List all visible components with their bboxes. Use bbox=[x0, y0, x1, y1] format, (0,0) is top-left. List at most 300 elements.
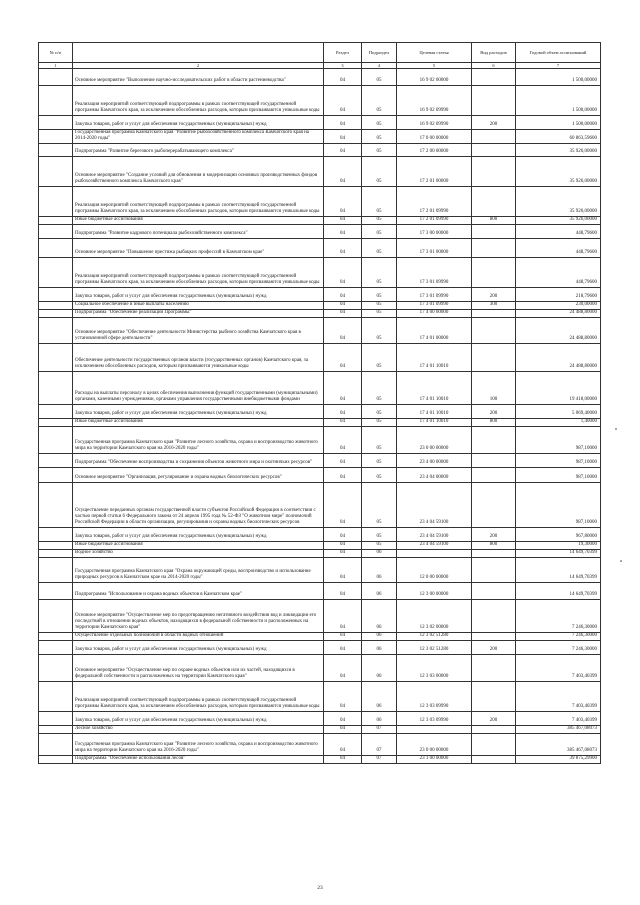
row-name-cell: Основное мероприятие "Обеспечение деятельности Министерства рыбного хозяйства Камчатского края в установленной сфере деятельности" bbox=[73, 318, 324, 344]
row-section-cell: 04 bbox=[324, 310, 362, 318]
table-row bbox=[39, 217, 601, 225]
row-section-cell: 04 bbox=[324, 558, 362, 583]
row-target-article-cell: 12 3 02 51280 bbox=[397, 641, 472, 655]
table-body bbox=[39, 69, 601, 764]
table-row bbox=[39, 427, 601, 454]
row-target-article-cell: 12 3 00 00000 bbox=[397, 583, 472, 600]
row-subsection-cell: 05 bbox=[362, 225, 397, 239]
table-row bbox=[39, 558, 601, 583]
header-subsection: Подраздел bbox=[362, 43, 397, 63]
row-expense-type-cell bbox=[472, 239, 516, 258]
budget-table-sheet bbox=[38, 42, 600, 764]
row-subsection-cell: 06 bbox=[362, 633, 397, 641]
row-section-cell: 04 bbox=[324, 69, 362, 86]
row-number-cell bbox=[39, 454, 73, 468]
row-amount-cell: 5 069,40000 bbox=[516, 405, 601, 419]
row-subsection-cell: 07 bbox=[362, 726, 397, 734]
row-target-article-cell: 17 2 01 09990 bbox=[397, 187, 472, 217]
row-subsection-cell: 06 bbox=[362, 712, 397, 726]
row-expense-type-cell bbox=[472, 225, 516, 239]
row-number-cell bbox=[39, 310, 73, 318]
row-name-cell: Основное мероприятие "Создание условий для обновления и модернизации основных производственных фондов рыбохозяйственного комплекса Камчатского края" bbox=[73, 157, 324, 187]
row-subsection-cell: 06 bbox=[362, 682, 397, 712]
row-section-cell: 04 bbox=[324, 633, 362, 641]
row-name-cell: Лесное хозяйство bbox=[73, 726, 324, 734]
row-target-article-cell: 23 4 04 59100 bbox=[397, 528, 472, 542]
row-section-cell: 04 bbox=[324, 405, 362, 419]
table-row bbox=[39, 419, 601, 427]
table-row bbox=[39, 116, 601, 130]
row-name-cell: Реализация мероприятий соответствующей подпрограммы в рамках соответствующей государственной программы Камчатского края, за исключением обособленных расходов, которым присваиваются уникальные коды bbox=[73, 187, 324, 217]
header-number: № п/п bbox=[39, 43, 73, 63]
row-name-cell: Реализация мероприятий соответствующей подпрограммы в рамках соответствующей государственной программы Камчатского края, за исключением обособленных расходов, которым присваиваются уникальные коды bbox=[73, 258, 324, 288]
row-number-cell bbox=[39, 633, 73, 641]
row-subsection-cell: 06 bbox=[362, 558, 397, 583]
row-target-article-cell: 16 9 02 00000 bbox=[397, 69, 472, 86]
row-target-article-cell: 16 9 02 09990 bbox=[397, 86, 472, 116]
row-section-cell: 04 bbox=[324, 712, 362, 726]
row-amount-cell: 35 926,00000 bbox=[516, 157, 601, 187]
row-target-article-cell: 17 4 01 10010 bbox=[397, 372, 472, 405]
table-row bbox=[39, 468, 601, 483]
table-row bbox=[39, 550, 601, 558]
row-expense-type-cell bbox=[472, 144, 516, 157]
row-expense-type-cell bbox=[472, 310, 516, 318]
row-subsection-cell: 05 bbox=[362, 116, 397, 130]
table-row bbox=[39, 641, 601, 655]
row-amount-cell: 1,40000 bbox=[516, 419, 601, 427]
row-expense-type-cell bbox=[472, 318, 516, 344]
row-number-cell bbox=[39, 225, 73, 239]
row-target-article-cell: 12 3 03 09990 bbox=[397, 682, 472, 712]
table-row bbox=[39, 726, 601, 734]
row-target-article-cell bbox=[397, 550, 472, 558]
row-section-cell: 04 bbox=[324, 239, 362, 258]
scan-speck bbox=[615, 428, 617, 430]
row-expense-type-cell bbox=[472, 86, 516, 116]
row-number-cell bbox=[39, 318, 73, 344]
row-number-cell bbox=[39, 116, 73, 130]
row-expense-type-cell bbox=[472, 583, 516, 600]
table-row bbox=[39, 344, 601, 372]
row-number-cell bbox=[39, 130, 73, 144]
row-expense-type-cell bbox=[472, 726, 516, 734]
row-name-cell: Основное мероприятие "Осуществление мер по предотвращению негативного воздействия вод и ликвидации его последствий в отношении водных объектов, находящихся в федеральной собственности и расположенных на территории Камчатского края" bbox=[73, 600, 324, 633]
row-number-cell bbox=[39, 419, 73, 427]
row-target-article-cell: 12 3 02 51280 bbox=[397, 633, 472, 641]
row-section-cell: 04 bbox=[324, 726, 362, 734]
row-amount-cell: 987,10000 bbox=[516, 454, 601, 468]
row-name-cell: Реализация мероприятий соответствующей подпрограммы в рамках соответствующей государственной программы Камчатского края, за исключением обособленных расходов, которым присваиваются уникальные коды bbox=[73, 86, 324, 116]
row-name-cell: Закупка товаров, работ и услуг для обеспечения государственных (муниципальных) нужд bbox=[73, 641, 324, 655]
row-number-cell bbox=[39, 157, 73, 187]
row-number-cell bbox=[39, 542, 73, 550]
row-amount-cell: 7 403,40399 bbox=[516, 655, 601, 682]
row-target-article-cell: 17 2 00 00000 bbox=[397, 144, 472, 157]
row-target-article-cell: 23 4 00 00000 bbox=[397, 454, 472, 468]
col-number: 4 bbox=[362, 63, 397, 69]
row-target-article-cell: 17 2 01 09990 bbox=[397, 217, 472, 225]
row-amount-cell: 7 246,30000 bbox=[516, 633, 601, 641]
row-expense-type-cell: 800 bbox=[472, 217, 516, 225]
row-amount-cell: 218,79600 bbox=[516, 288, 601, 302]
row-number-cell bbox=[39, 288, 73, 302]
row-name-cell: Подпрограмма "Развитие берегового рыбоперерабатывающего комплекса" bbox=[73, 144, 324, 157]
row-section-cell: 04 bbox=[324, 258, 362, 288]
row-number-cell bbox=[39, 734, 73, 756]
row-name-cell: Подпрограмма "Обеспечение воспроизводства и сохранения объектов животного мира и охотничьих ресурсов" bbox=[73, 454, 324, 468]
row-section-cell: 04 bbox=[324, 600, 362, 633]
row-expense-type-cell bbox=[472, 427, 516, 454]
row-subsection-cell: 05 bbox=[362, 483, 397, 528]
row-expense-type-cell bbox=[472, 558, 516, 583]
row-subsection-cell: 05 bbox=[362, 344, 397, 372]
row-amount-cell: 967,80000 bbox=[516, 528, 601, 542]
row-subsection-cell: 06 bbox=[362, 600, 397, 633]
row-number-cell bbox=[39, 655, 73, 682]
row-number-cell bbox=[39, 483, 73, 528]
row-subsection-cell: 06 bbox=[362, 583, 397, 600]
row-amount-cell: 448,79600 bbox=[516, 239, 601, 258]
row-name-cell: Иные бюджетные ассигнования bbox=[73, 217, 324, 225]
row-target-article-cell: 17 3 01 00000 bbox=[397, 239, 472, 258]
table-row bbox=[39, 157, 601, 187]
row-expense-type-cell: 200 bbox=[472, 712, 516, 726]
row-amount-cell: 448,79600 bbox=[516, 225, 601, 239]
row-subsection-cell: 06 bbox=[362, 641, 397, 655]
row-target-article-cell: 23 4 04 59100 bbox=[397, 483, 472, 528]
table-row bbox=[39, 655, 601, 682]
table-row bbox=[39, 302, 601, 310]
row-expense-type-cell bbox=[472, 258, 516, 288]
header-target-article: Целевая статья bbox=[397, 43, 472, 63]
row-amount-cell: 19 418,00000 bbox=[516, 372, 601, 405]
budget-allocation-table bbox=[38, 42, 601, 764]
header-expense-type: Вид расходов bbox=[472, 43, 516, 63]
col-number: 2 bbox=[73, 63, 324, 69]
row-section-cell: 04 bbox=[324, 372, 362, 405]
row-expense-type-cell bbox=[472, 468, 516, 483]
row-expense-type-cell bbox=[472, 130, 516, 144]
row-section-cell: 04 bbox=[324, 116, 362, 130]
row-name-cell: Осуществление отдельных полномочий в области водных отношений bbox=[73, 633, 324, 641]
table-row bbox=[39, 600, 601, 633]
row-section-cell: 04 bbox=[324, 468, 362, 483]
row-number-cell bbox=[39, 726, 73, 734]
row-target-article-cell: 23 1 00 00000 bbox=[397, 756, 472, 764]
table-header-row bbox=[39, 43, 601, 63]
row-subsection-cell: 05 bbox=[362, 258, 397, 288]
row-name-cell: Расходы на выплаты персоналу в целях обеспечения выполнения функций государственными (муниципальными) органами, казенными учреждениями, органами управления государственными внебюджетными фондами bbox=[73, 372, 324, 405]
table-row bbox=[39, 483, 601, 528]
row-section-cell: 04 bbox=[324, 187, 362, 217]
row-amount-cell: 14 649,70399 bbox=[516, 583, 601, 600]
row-subsection-cell: 05 bbox=[362, 318, 397, 344]
row-section-cell: 04 bbox=[324, 583, 362, 600]
table-row bbox=[39, 318, 601, 344]
row-target-article-cell: 12 3 02 00000 bbox=[397, 600, 472, 633]
row-expense-type-cell: 100 bbox=[472, 372, 516, 405]
row-amount-cell: 385 467,08073 bbox=[516, 726, 601, 734]
header-annual-allocation: Годовой объем ассигнований bbox=[516, 43, 601, 63]
row-expense-type-cell: 200 bbox=[472, 116, 516, 130]
row-subsection-cell: 05 bbox=[362, 144, 397, 157]
row-expense-type-cell: 300 bbox=[472, 302, 516, 310]
row-amount-cell: 987,10000 bbox=[516, 427, 601, 454]
row-target-article-cell: 17 4 01 00000 bbox=[397, 318, 472, 344]
page-number: 23 bbox=[317, 885, 323, 891]
row-amount-cell: 39 875,29900 bbox=[516, 756, 601, 764]
row-amount-cell: 987,10000 bbox=[516, 468, 601, 483]
row-subsection-cell: 05 bbox=[362, 427, 397, 454]
col-number: 3 bbox=[324, 63, 362, 69]
row-section-cell: 04 bbox=[324, 528, 362, 542]
row-number-cell bbox=[39, 682, 73, 712]
table-row bbox=[39, 756, 601, 764]
scan-speck bbox=[620, 560, 622, 562]
table-row bbox=[39, 69, 601, 86]
row-target-article-cell: 17 3 01 09990 bbox=[397, 302, 472, 310]
table-row bbox=[39, 310, 601, 318]
row-target-article-cell: 17 3 01 09990 bbox=[397, 288, 472, 302]
row-name-cell: Основное мероприятие "Повышение престижа рыбацких профессий в Камчатском крае" bbox=[73, 239, 324, 258]
row-target-article-cell: 12 0 00 00000 bbox=[397, 558, 472, 583]
row-section-cell: 04 bbox=[324, 86, 362, 116]
row-name-cell: Закупка товаров, работ и услуг для обеспечения государственных (муниципальных) нужд bbox=[73, 528, 324, 542]
row-name-cell: Закупка товаров, работ и услуг для обеспечения государственных (муниципальных) нужд bbox=[73, 288, 324, 302]
row-section-cell: 04 bbox=[324, 419, 362, 427]
table-row bbox=[39, 372, 601, 405]
row-subsection-cell: 05 bbox=[362, 157, 397, 187]
row-name-cell: Обеспечение деятельности государственных органов власти (государственных органов) Камчатского края, за исключением обособленных расходов, которым присваиваются уникальные коды bbox=[73, 344, 324, 372]
row-target-article-cell: 12 3 03 00000 bbox=[397, 655, 472, 682]
row-subsection-cell: 05 bbox=[362, 288, 397, 302]
row-name-cell: Водное хозяйство bbox=[73, 550, 324, 558]
col-number: 5 bbox=[397, 63, 472, 69]
row-section-cell: 04 bbox=[324, 641, 362, 655]
row-expense-type-cell bbox=[472, 655, 516, 682]
row-target-article-cell: 23 0 00 00000 bbox=[397, 734, 472, 756]
row-number-cell bbox=[39, 583, 73, 600]
table-row bbox=[39, 712, 601, 726]
table-row bbox=[39, 130, 601, 144]
row-target-article-cell: 17 4 01 10010 bbox=[397, 405, 472, 419]
row-expense-type-cell bbox=[472, 344, 516, 372]
row-number-cell bbox=[39, 144, 73, 157]
row-subsection-cell: 05 bbox=[362, 86, 397, 116]
row-expense-type-cell bbox=[472, 756, 516, 764]
row-expense-type-cell bbox=[472, 682, 516, 712]
row-amount-cell: 35 926,00000 bbox=[516, 217, 601, 225]
row-number-cell bbox=[39, 468, 73, 483]
row-name-cell: Осуществление переданных органам государственной власти субъектов Российской Федерации в соответствии с частью первой статьи 6 Федерального закона от 24 апреля 1995 года № 52-ФЗ "О животном мире" полномочий Российской Федерации в области организации, регулирования и охраны водных биологических ресурсов bbox=[73, 483, 324, 528]
row-subsection-cell: 05 bbox=[362, 187, 397, 217]
table-row bbox=[39, 633, 601, 641]
row-number-cell bbox=[39, 239, 73, 258]
row-expense-type-cell bbox=[472, 454, 516, 468]
row-subsection-cell: 05 bbox=[362, 69, 397, 86]
row-name-cell: Подпрограмма "Развитие кадрового потенциала рыбохозяйственного комплекса" bbox=[73, 225, 324, 239]
row-section-cell: 04 bbox=[324, 344, 362, 372]
row-subsection-cell: 05 bbox=[362, 528, 397, 542]
table-row bbox=[39, 405, 601, 419]
row-number-cell bbox=[39, 344, 73, 372]
row-amount-cell: 385 467,08073 bbox=[516, 734, 601, 756]
row-subsection-cell: 06 bbox=[362, 655, 397, 682]
row-number-cell bbox=[39, 86, 73, 116]
row-amount-cell: 7 403,40399 bbox=[516, 682, 601, 712]
row-expense-type-cell bbox=[472, 69, 516, 86]
row-subsection-cell: 05 bbox=[362, 468, 397, 483]
row-target-article-cell: 12 3 03 09990 bbox=[397, 712, 472, 726]
row-name-cell: Основное мероприятие "Осуществление мер по охране водных объектов или их частей, находящихся в федеральной собственности и расположенных на территории Камчатского края" bbox=[73, 655, 324, 682]
row-number-cell bbox=[39, 217, 73, 225]
row-expense-type-cell: 200 bbox=[472, 288, 516, 302]
row-subsection-cell: 05 bbox=[362, 130, 397, 144]
row-target-article-cell: 17 2 01 00000 bbox=[397, 157, 472, 187]
table-row bbox=[39, 258, 601, 288]
row-target-article-cell: 17 4 00 00000 bbox=[397, 310, 472, 318]
row-section-cell: 04 bbox=[324, 302, 362, 310]
row-number-cell bbox=[39, 427, 73, 454]
row-amount-cell: 14 649,70399 bbox=[516, 558, 601, 583]
row-expense-type-cell: 200 bbox=[472, 405, 516, 419]
row-target-article-cell: 17 0 00 00000 bbox=[397, 130, 472, 144]
row-subsection-cell: 07 bbox=[362, 734, 397, 756]
row-section-cell: 04 bbox=[324, 157, 362, 187]
row-target-article-cell: 17 4 01 10010 bbox=[397, 419, 472, 427]
row-target-article-cell: 17 3 00 00000 bbox=[397, 225, 472, 239]
table-row bbox=[39, 542, 601, 550]
row-section-cell: 04 bbox=[324, 655, 362, 682]
row-number-cell bbox=[39, 528, 73, 542]
row-subsection-cell: 05 bbox=[362, 217, 397, 225]
row-amount-cell: 448,79600 bbox=[516, 258, 601, 288]
row-section-cell: 04 bbox=[324, 483, 362, 528]
row-subsection-cell: 05 bbox=[362, 310, 397, 318]
header-name bbox=[73, 43, 324, 63]
row-name-cell: Закупка товаров, работ и услуг для обеспечения государственных (муниципальных) нужд bbox=[73, 405, 324, 419]
header-section: Раздел bbox=[324, 43, 362, 63]
row-subsection-cell: 07 bbox=[362, 756, 397, 764]
row-name-cell: Закупка товаров, работ и услуг для обеспечения государственных (муниципальных) нужд bbox=[73, 712, 324, 726]
row-section-cell: 04 bbox=[324, 550, 362, 558]
row-number-cell bbox=[39, 600, 73, 633]
col-number: 1 bbox=[39, 63, 73, 69]
row-expense-type-cell: 800 bbox=[472, 419, 516, 427]
row-number-cell bbox=[39, 302, 73, 310]
table-row bbox=[39, 734, 601, 756]
row-expense-type-cell bbox=[472, 550, 516, 558]
row-name-cell: Государственная программа Камчатского края "Охрана окружающей среды, воспроизводство и использование природных ресурсов в Камчатском крае на 2014-2020 годы" bbox=[73, 558, 324, 583]
row-amount-cell: 230,00000 bbox=[516, 302, 601, 310]
row-name-cell: Реализация мероприятий соответствующей подпрограммы в рамках соответствующей государственной программы Камчатского края, за исключением обособленных расходов, которым присваиваются уникальные коды bbox=[73, 682, 324, 712]
row-section-cell: 04 bbox=[324, 542, 362, 550]
row-amount-cell: 35 926,00000 bbox=[516, 144, 601, 157]
row-name-cell: Иные бюджетные ассигнования bbox=[73, 542, 324, 550]
row-target-article-cell: 23 0 00 00000 bbox=[397, 427, 472, 454]
row-number-cell bbox=[39, 712, 73, 726]
row-target-article-cell: 23 4 04 00000 bbox=[397, 468, 472, 483]
row-number-cell bbox=[39, 550, 73, 558]
row-subsection-cell: 05 bbox=[362, 372, 397, 405]
row-amount-cell: 1 500,00000 bbox=[516, 69, 601, 86]
row-section-cell: 04 bbox=[324, 144, 362, 157]
row-number-cell bbox=[39, 756, 73, 764]
row-number-cell bbox=[39, 405, 73, 419]
row-section-cell: 04 bbox=[324, 454, 362, 468]
row-name-cell: Иные бюджетные ассигнования bbox=[73, 419, 324, 427]
row-subsection-cell: 05 bbox=[362, 239, 397, 258]
row-amount-cell: 24 488,80000 bbox=[516, 318, 601, 344]
row-amount-cell: 24 488,80000 bbox=[516, 310, 601, 318]
row-number-cell bbox=[39, 558, 73, 583]
row-number-cell bbox=[39, 641, 73, 655]
row-name-cell: Государственная программа Камчатского края "Развитие лесного хозяйства, охрана и воспроизводство животного мира на территории Камчатского края на 2016-2020 годы" bbox=[73, 427, 324, 454]
row-target-article-cell bbox=[397, 726, 472, 734]
row-section-cell: 04 bbox=[324, 734, 362, 756]
row-amount-cell: 35 926,00000 bbox=[516, 187, 601, 217]
row-amount-cell: 24 488,80000 bbox=[516, 344, 601, 372]
row-section-cell: 04 bbox=[324, 427, 362, 454]
table-row bbox=[39, 225, 601, 239]
table-row bbox=[39, 187, 601, 217]
row-section-cell: 04 bbox=[324, 225, 362, 239]
row-expense-type-cell bbox=[472, 483, 516, 528]
table-row bbox=[39, 528, 601, 542]
row-expense-type-cell bbox=[472, 600, 516, 633]
row-name-cell: Государственная программа Камчатского края "Развитие рыбохозяйственного комплекса Камчатского края на 2014-2020 годы" bbox=[73, 130, 324, 144]
table-row bbox=[39, 239, 601, 258]
col-number: 7 bbox=[516, 63, 601, 69]
row-amount-cell: 14 649,70399 bbox=[516, 550, 601, 558]
row-subsection-cell: 06 bbox=[362, 550, 397, 558]
row-expense-type-cell bbox=[472, 187, 516, 217]
table-row bbox=[39, 454, 601, 468]
row-name-cell: Государственная программа Камчатского края "Развитие лесного хозяйства, охрана и воспроизводство животного мира на территории Камчатского края на 2016-2020 годы" bbox=[73, 734, 324, 756]
row-section-cell: 04 bbox=[324, 288, 362, 302]
row-name-cell: Подпрограмма "Обеспечение использования лесов" bbox=[73, 756, 324, 764]
row-amount-cell: 60 863,59600 bbox=[516, 130, 601, 144]
row-number-cell bbox=[39, 187, 73, 217]
row-expense-type-cell bbox=[472, 633, 516, 641]
row-section-cell: 04 bbox=[324, 682, 362, 712]
row-amount-cell: 1 500,00000 bbox=[516, 116, 601, 130]
row-subsection-cell: 05 bbox=[362, 302, 397, 310]
row-name-cell: Основное мероприятие "Организация, регулирование и охрана водных биологических ресурсов" bbox=[73, 468, 324, 483]
row-target-article-cell: 17 3 01 09990 bbox=[397, 258, 472, 288]
table-row bbox=[39, 682, 601, 712]
row-section-cell: 04 bbox=[324, 130, 362, 144]
row-expense-type-cell: 200 bbox=[472, 641, 516, 655]
row-subsection-cell: 05 bbox=[362, 419, 397, 427]
row-amount-cell: 1 500,00000 bbox=[516, 86, 601, 116]
row-number-cell bbox=[39, 372, 73, 405]
row-target-article-cell: 23 4 04 59100 bbox=[397, 542, 472, 550]
row-name-cell: Основное мероприятие "Выполнение научно-исследовательских работ в области растениеводства" bbox=[73, 69, 324, 86]
row-target-article-cell: 17 4 01 10010 bbox=[397, 344, 472, 372]
row-name-cell: Подпрограмма "Использование и охрана водных объектов в Камчатском крае" bbox=[73, 583, 324, 600]
row-amount-cell: 19,30000 bbox=[516, 542, 601, 550]
row-amount-cell: 7 246,30000 bbox=[516, 600, 601, 633]
table-row bbox=[39, 144, 601, 157]
row-name-cell: Закупка товаров, работ и услуг для обеспечения государственных (муниципальных) нужд bbox=[73, 116, 324, 130]
row-subsection-cell: 05 bbox=[362, 405, 397, 419]
row-subsection-cell: 05 bbox=[362, 542, 397, 550]
col-number: 6 bbox=[472, 63, 516, 69]
row-number-cell bbox=[39, 258, 73, 288]
table-row bbox=[39, 583, 601, 600]
